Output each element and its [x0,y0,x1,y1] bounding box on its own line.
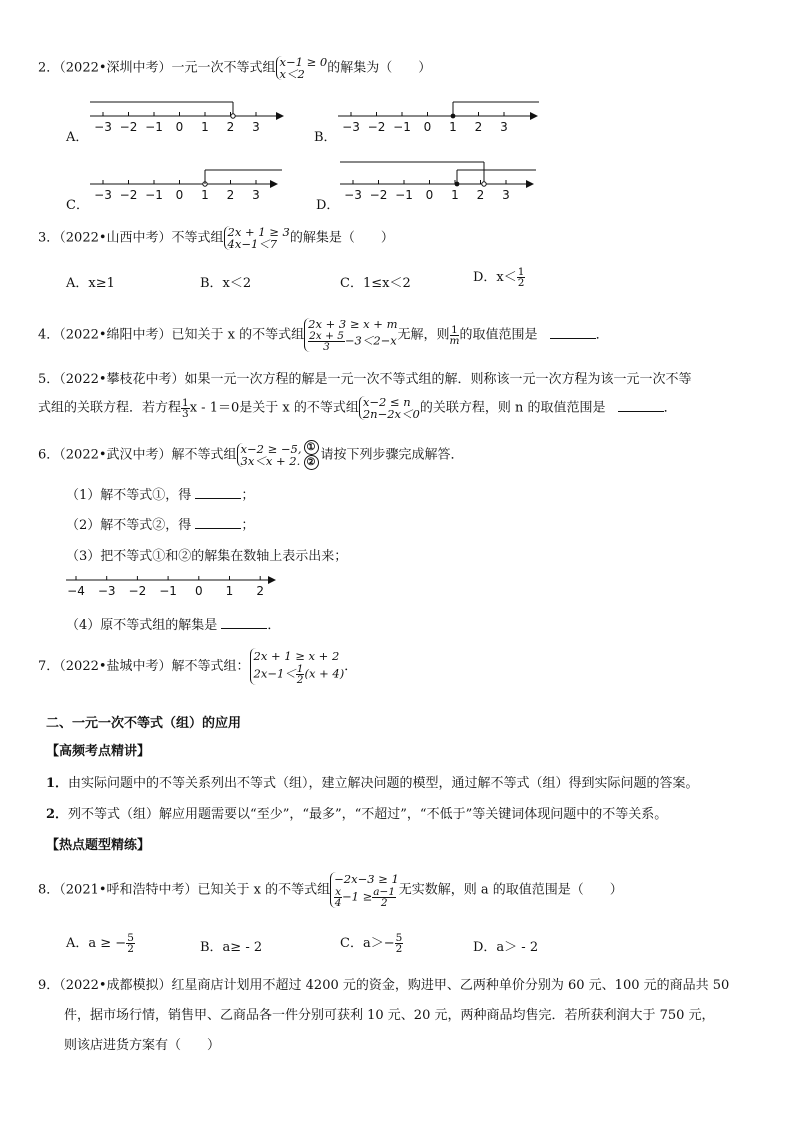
tick-label: −2 [369,188,388,202]
q6-system: x−2 ≥ −5, 3x＜x + 2. [237,443,302,467]
q3-stem: 3．（2022•山西中考）不等式组 2x + 1 ≥ 3 4x−1＜7 的解集是（ ） [38,225,394,251]
q6-step1-blank[interactable] [195,488,241,499]
q9-line1: 9．（2022•成都模拟）红星商店计划用不超过 4200 元的资金，购进甲、乙两种单价分别为 60 元、100 元的商品共 50 [38,978,730,993]
circle-2-icon: ② [304,455,319,470]
circle-1-icon: ① [304,440,319,455]
q6-step3: （3）把不等式①和②的解集在数轴上表示出来； [66,549,348,564]
q6-step1: （1）解不等式①，得 ； [66,488,255,503]
tick-label: 1 [451,188,459,202]
q6-step2: （2）解不等式②，得 ； [66,518,255,533]
q6-step2-blank[interactable] [195,518,241,529]
tick-label: 0 [175,120,184,134]
section-point-1: 1．由实际问题中的不等关系列出不等式（组），建立解决问题的模型，通过解不等式（组）得到实际问题的答案。 [46,776,699,791]
tick-label: 3 [502,188,510,202]
q4-answer-blank[interactable] [550,328,596,339]
tick-label: −2 [119,120,138,134]
tick-label: 2 [256,584,265,598]
tick-label: −2 [119,188,138,202]
tick-label: −1 [159,584,177,598]
section-heading-2: 【热点题型精练】 [46,838,151,853]
q8-stem: 8．（2021•呼和浩特中考）已知关于 x 的不等式组−2x−3 ≥ 1 $\frac{x}{4}$ −1 ≥ $\frac{a-1}{2}$ 无实数解，则 a 的取值范围是（ ） [38,872,623,909]
section-heading-1: 【高频考点精讲】 [46,744,151,759]
tick-label: −4 [67,584,85,598]
q9-line3: 则该店进货方案有（ ） [64,1038,221,1053]
q8-option-c[interactable]: C．a＞− $\frac{5}{2}$ [340,932,403,955]
q2-option-a-label: A． [66,130,89,145]
tick-label: 1 [225,584,234,598]
tick-label: −2 [128,584,147,598]
tick-label: 3 [252,188,260,202]
tick-label: 2 [476,188,485,202]
q8-option-a[interactable]: A．a ≥ − $\frac{5}{2}$ [66,932,134,955]
tick-label: 3 [500,120,508,134]
tick-label: 1 [201,120,209,134]
tick-label: −3 [94,120,112,134]
q2-stem: 2．（2022•深圳中考）一元一次不等式组 x−1 ≥ 0 x＜2 的解集为（ ） [38,55,432,81]
tick-label: −3 [342,120,360,134]
tick-label: 3 [252,120,260,134]
tick-label: −1 [145,120,163,134]
q2-system: x−1 ≥ 0 x＜2 [276,56,328,80]
q8-option-b[interactable]: B．a≥ - 2 [200,940,263,955]
tick-label: −3 [94,188,112,202]
q6-stem: 6．（2022•武汉中考）解不等式组 x−2 ≥ −5, 3x＜x + 2.① ② 请按下列步骤完成解答． [38,442,464,468]
q7-stem: 7．（2022•盐城中考）解不等式组：2x + 1 ≥ x + 2 2x−1＜ $\frac{1}{2}$ (x + 4)． [38,649,358,686]
q5-line2: 式组的关联方程．若方程 $\frac{1}{3}$ x - 1＝0是关于 x 的不等式组 x−2 ≤ n 2n−2x＜0的关联方程，则 n 的取值范围是 ． [38,395,677,421]
tick-label: 2 [226,120,235,134]
q6-step4: （4）原不等式组的解集是 ． [66,618,281,633]
section-point-2: 2．列不等式（组）解应用题需要以“至少”，“最多”，“不超过”，“不低于”等关键词体现问题中的不等关系。 [46,807,668,822]
q4-stem: 4．（2022•绵阳中考）已知关于 x 的不等式组2x + 3 ≥ x + m $\frac{2x + 5}{3}$ −3＜2−x无解，则 $\frac{1}{m}$ 的取值范围是 ． [38,317,609,353]
tick-label: −3 [344,188,362,202]
tick-label: 2 [474,120,483,134]
tick-label: −2 [367,120,386,134]
tick-label: −1 [145,188,163,202]
q5-answer-blank[interactable] [618,401,664,412]
q2-option-a-numberline[interactable] [86,96,286,138]
q3-system: 2x + 1 ≥ 3 4x−1＜7 [224,226,290,250]
q9-line2: 件，据市场行情，销售甲、乙商品各一件分别可获利 10 元、20 元，两种商品均售完．若所获利润大于 750 元， [64,1008,715,1023]
q3-option-b[interactable]: B．x＜2 [200,276,252,291]
q2-option-b-label: B． [314,130,337,145]
q3-option-a[interactable]: A．x≥1 [66,276,115,291]
q4-system: 2x + 3 ≥ x + m $\frac{2x + 5}{3}$ −3＜2−x [304,318,397,352]
q2-option-c-label: C． [66,198,89,213]
q6-step4-blank[interactable] [221,618,267,629]
tick-label: 0 [423,120,432,134]
q8-system: −2x−3 ≥ 1 $\frac{x}{4}$ −1 ≥ $\frac{a-1}{2}$ [330,872,399,908]
tick-label: −1 [393,120,411,134]
q6-numberline[interactable] [62,568,282,608]
q3-option-d[interactable]: D．x＜ $\frac{1}{2}$ [473,266,525,289]
tick-label: −3 [97,584,116,598]
tick-label: 0 [194,584,203,598]
tick-label: 0 [175,188,184,202]
tick-label: 1 [449,120,457,134]
q8-option-d[interactable]: D．a＞ - 2 [473,940,539,955]
q7-system: 2x + 1 ≥ x + 2 2x−1＜ $\frac{1}{2}$ (x + 4) [250,648,345,685]
q2-option-b-numberline[interactable] [334,96,540,138]
section-title: 二、一元一次不等式（组）的应用 [46,716,242,731]
tick-label: −1 [395,188,413,202]
q5-system: x−2 ≤ n 2n−2x＜0 [359,396,420,420]
q5-line1: 5．（2022•攀枝花中考）如果一元一次方程的解是一元一次不等式组的解．则称该一元一次方程为该一元一次不等 [38,372,692,387]
tick-label: 0 [425,188,434,202]
q2-option-c-numberline[interactable] [86,164,286,206]
q2-option-d-numberline[interactable] [336,156,540,206]
q3-option-c[interactable]: C．1≤x＜2 [340,276,411,291]
q2-option-d-label: D． [316,198,340,213]
tick-label: 2 [226,188,235,202]
tick-label: 1 [201,188,209,202]
